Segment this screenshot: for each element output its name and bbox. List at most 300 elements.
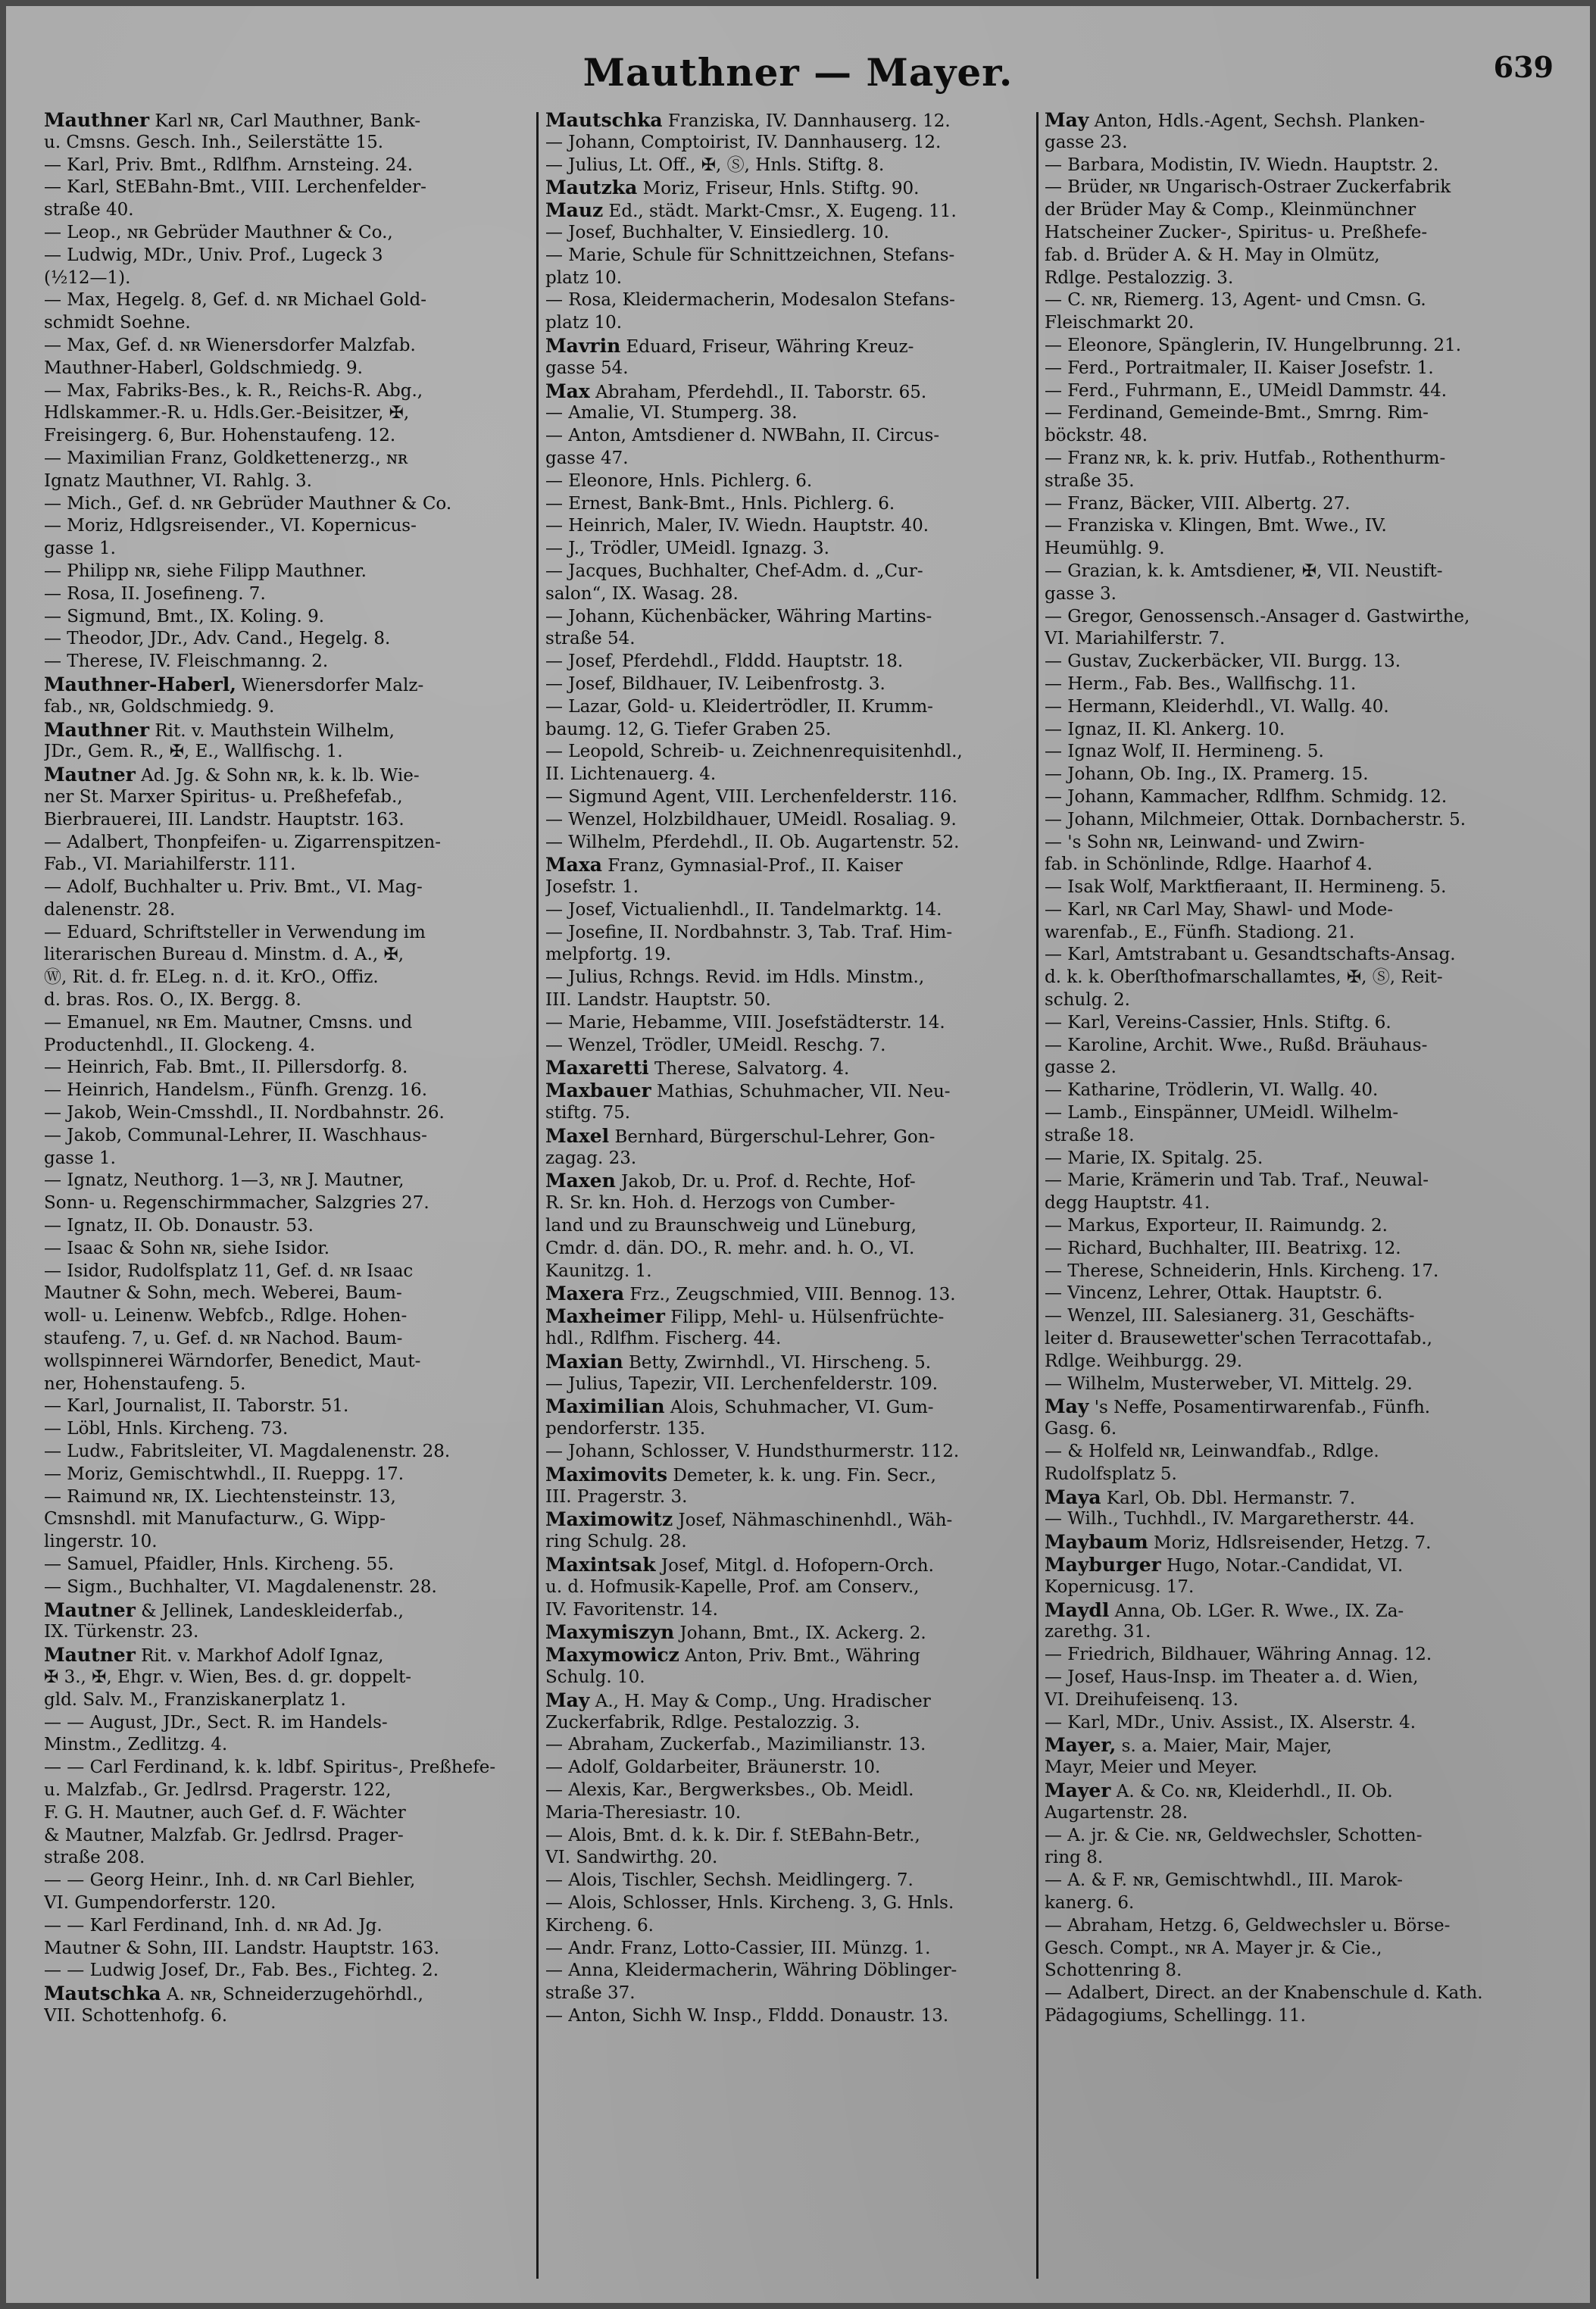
directory-entry-line bbox=[44, 628, 529, 651]
surname-heading: Mavrin bbox=[545, 334, 621, 357]
surname-heading: Mayburger bbox=[1045, 1554, 1161, 1576]
directory-entry-line bbox=[44, 1261, 529, 1283]
entry-text: ring 8. bbox=[1045, 1848, 1104, 1868]
directory-entry-line bbox=[1045, 538, 1567, 561]
directory-entry-line bbox=[44, 606, 529, 629]
directory-entry-line bbox=[545, 1915, 1029, 1938]
entry-text: Bernhard, Bürgerschul-Lehrer, Gon- bbox=[609, 1126, 935, 1147]
directory-entry-line bbox=[545, 1125, 1029, 1148]
directory-entry-line bbox=[44, 222, 529, 245]
directory-entry-line bbox=[545, 1982, 1029, 2005]
directory-entry-line bbox=[545, 561, 1029, 583]
directory-entry-line bbox=[44, 1667, 529, 1689]
directory-entry-line bbox=[1045, 989, 1567, 1012]
entry-text: — Ludwig, MDr., Univ. Prof., Lugeck 3 bbox=[44, 245, 383, 265]
directory-entry-line bbox=[545, 1261, 1029, 1283]
entry-text: zagag. 23. bbox=[545, 1148, 637, 1168]
entry-text: — Abraham, Zuckerfab., Mazimilianstr. 13. bbox=[545, 1735, 926, 1755]
entry-text: — Franz ɴʀ, k. k. priv. Hutfab., Rothenthurm- bbox=[1045, 448, 1446, 468]
directory-entry-line bbox=[1045, 1734, 1567, 1757]
entry-text: — Mich., Gef. d. ɴʀ Gebrüder Mauthner & Co. bbox=[44, 493, 452, 514]
directory-entry-line bbox=[44, 1847, 529, 1870]
entry-text: gld. Salv. M., Franziskanerplatz 1. bbox=[44, 1689, 346, 1710]
surname-heading: Maxymowicz bbox=[545, 1644, 679, 1667]
directory-entry-line bbox=[545, 1531, 1029, 1554]
entry-text: Mayr, Meier und Meyer. bbox=[1045, 1758, 1257, 1778]
directory-entry-line bbox=[44, 1982, 529, 2005]
entry-text: — — August, JDr., Sect. R. im Handels- bbox=[44, 1712, 388, 1733]
directory-entry-line bbox=[44, 696, 529, 719]
directory-entry-line bbox=[545, 402, 1029, 425]
surname-heading: Maximilian bbox=[545, 1395, 665, 1418]
entry-text: Karl ɴʀ, Carl Mauthner, Bank- bbox=[149, 111, 421, 131]
entry-text: — Julius, Rchngs. Revid. im Hdls. Minstm., bbox=[545, 967, 925, 988]
directory-entry-line bbox=[44, 425, 529, 448]
entry-text: — Ignatz, II. Ob. Donaustr. 53. bbox=[44, 1216, 314, 1236]
entry-text: — Alois, Tischler, Sechsh. Meidlingerg. 7. bbox=[545, 1870, 914, 1891]
directory-entry-line bbox=[545, 1305, 1029, 1328]
directory-entry-line bbox=[1045, 312, 1567, 335]
entry-text: — Karl, Vereins-Cassier, Hnls. Stiftg. 6. bbox=[1045, 1012, 1391, 1033]
directory-entry-line bbox=[44, 583, 529, 606]
entry-text: — Sigmund Agent, VIII. Lerchenfelderstr. 116. bbox=[545, 786, 957, 807]
directory-entry-line bbox=[545, 764, 1029, 786]
directory-entry-line bbox=[545, 1734, 1029, 1757]
entry-text: — Moriz, Hdlgsreisender., VI. Kopernicus- bbox=[44, 516, 417, 536]
directory-entry-line bbox=[44, 832, 529, 855]
directory-page bbox=[6, 6, 1590, 2303]
entry-text: — — Karl Ferdinand, Inh. d. ɴʀ Ad. Jg. bbox=[44, 1915, 383, 1936]
entry-text: Therese, Salvatorg. 4. bbox=[648, 1059, 850, 1080]
directory-entry-line bbox=[44, 561, 529, 583]
entry-text: Johann, Bmt., IX. Ackerg. 2. bbox=[674, 1623, 926, 1644]
directory-entry-line bbox=[1045, 222, 1567, 245]
directory-entry-line bbox=[44, 1328, 529, 1351]
directory-entry-line bbox=[1045, 673, 1567, 696]
entry-text: — Max, Gef. d. ɴʀ Wienersdorfer Malzfab. bbox=[44, 335, 416, 355]
entry-text: Ignatz Mauthner, VI. Rahlg. 3. bbox=[44, 470, 312, 491]
directory-entry-line bbox=[44, 358, 529, 380]
directory-entry-line bbox=[545, 1486, 1029, 1509]
directory-entry-line bbox=[1045, 1057, 1567, 1080]
entry-text: — Ludw., Fabritsleiter, VI. Magdalenenstr. 28. bbox=[44, 1442, 451, 1462]
entry-text: Bierbrauerei, III. Landstr. Hauptstr. 163. bbox=[44, 809, 404, 830]
entry-text: Rit. v. Mauthstein Wilhelm, bbox=[149, 720, 395, 741]
entry-text: — Ignaz Wolf, II. Hermineng. 5. bbox=[1045, 742, 1324, 762]
entry-text: — Andr. Franz, Lotto-Cassier, III. Münzg. 1. bbox=[545, 1938, 931, 1958]
entry-text: Abraham, Pferdehdl., II. Taborstr. 65. bbox=[589, 382, 927, 402]
entry-text: lingerstr. 10. bbox=[44, 1532, 158, 1552]
directory-entry-line bbox=[1045, 967, 1567, 989]
entry-text: — Eleonore, Hnls. Pichlerg. 6. bbox=[545, 470, 813, 491]
surname-heading: Maxintsak bbox=[545, 1554, 656, 1576]
directory-entry-line bbox=[545, 1418, 1029, 1441]
entry-text: A. ɴʀ, Schneiderzugehörhdl., bbox=[161, 1985, 423, 2005]
directory-entry-line bbox=[1045, 448, 1567, 470]
entry-text: — Karl, Priv. Bmt., Rdlfhm. Arnsteing. 24. bbox=[44, 155, 414, 175]
entry-text: — — Carl Ferdinand, k. k. ldbf. Spiritus-, Preßhefe- bbox=[44, 1758, 496, 1778]
directory-entry-line bbox=[44, 719, 529, 742]
directory-entry-line bbox=[545, 245, 1029, 267]
entry-text: u. Cmsns. Gesch. Inh., Seilerstätte 15. bbox=[44, 132, 384, 152]
entry-text: d. bras. Ros. O., IX. Bergg. 8. bbox=[44, 990, 301, 1011]
entry-text: — Alois, Schlosser, Hnls. Kircheng. 3, G. Hnls. bbox=[545, 1892, 954, 1913]
entry-text: — Gregor, Genossensch.-Ansager d. Gastwirthe, bbox=[1045, 606, 1470, 626]
directory-column-left bbox=[44, 109, 529, 2283]
directory-entry-line bbox=[1045, 177, 1567, 199]
entry-text: — Barbara, Modistin, IV. Wiedn. Hauptstr. 2. bbox=[1045, 155, 1439, 175]
directory-entry-line bbox=[44, 177, 529, 199]
entry-text: — Gustav, Zuckerbäcker, VII. Burgg. 13. bbox=[1045, 651, 1401, 672]
directory-entry-line bbox=[545, 1802, 1029, 1825]
entry-text: A., H. May & Comp., Ung. Hradischer bbox=[589, 1691, 931, 1711]
entry-text: der Brüder May & Comp., Kleinmünchner bbox=[1045, 200, 1416, 220]
directory-entry-line bbox=[545, 289, 1029, 312]
entry-text: — & Holfeld ɴʀ, Leinwandfab., Rdlge. bbox=[1045, 1442, 1379, 1462]
directory-entry-line bbox=[44, 132, 529, 155]
entry-text: — Moriz, Gemischtwhdl., II. Rueppg. 17. bbox=[44, 1464, 404, 1484]
directory-entry-line bbox=[44, 199, 529, 222]
directory-entry-line bbox=[1045, 335, 1567, 358]
entry-text: — 's Sohn ɴʀ, Leinwand- und Zwirn- bbox=[1045, 832, 1365, 852]
entry-text: — Adalbert, Direct. an der Knabenschule d. Kath. bbox=[1045, 1983, 1483, 2004]
entry-text: gasse 47. bbox=[545, 448, 629, 468]
directory-entry-line bbox=[44, 1373, 529, 1396]
surname-heading: Mauz bbox=[545, 199, 604, 222]
entry-text: VII. Schottenhofg. 6. bbox=[44, 2005, 228, 2026]
directory-entry-line bbox=[44, 1960, 529, 1982]
directory-entry-line bbox=[44, 1621, 529, 1644]
entry-text: Freisingerg. 6, Bur. Hohenstaufeng. 12. bbox=[44, 426, 396, 446]
entry-text: dalenenstr. 28. bbox=[44, 899, 176, 920]
directory-entry-line bbox=[1045, 832, 1567, 855]
entry-text: Hdlskammer.-R. u. Hdls.Ger.-Beisitzer, ✠, bbox=[44, 403, 410, 423]
page-number: 639 bbox=[1493, 50, 1554, 84]
directory-entry-line bbox=[44, 109, 529, 132]
entry-text: — A. jr. & Cie. ɴʀ, Geldwechsler, Schotten- bbox=[1045, 1825, 1423, 1845]
entry-text: u. d. Hofmusik-Kapelle, Prof. am Conserv., bbox=[545, 1576, 920, 1597]
directory-entry-line bbox=[545, 1757, 1029, 1779]
directory-entry-line bbox=[44, 1395, 529, 1418]
entry-text: Ed., städt. Markt-Cmsr., X. Eugeng. 11. bbox=[603, 202, 957, 222]
directory-entry-line bbox=[44, 1238, 529, 1261]
directory-entry-line bbox=[1045, 1982, 1567, 2005]
entry-text: — Karl, MDr., Univ. Assist., IX. Alserstr. 4. bbox=[1045, 1712, 1416, 1733]
directory-entry-line bbox=[545, 1057, 1029, 1080]
directory-entry-line bbox=[1045, 1080, 1567, 1102]
entry-text: — Franziska v. Klingen, Bmt. Wwe., IV. bbox=[1045, 516, 1387, 536]
directory-entry-line bbox=[545, 944, 1029, 967]
directory-entry-line bbox=[1045, 1102, 1567, 1125]
entry-text: JDr., Gem. R., ✠, E., Wallfischg. 1. bbox=[44, 742, 343, 762]
directory-entry-line bbox=[545, 832, 1029, 855]
entry-text: ✠ 3., ✠, Ehgr. v. Wien, Bes. d. gr. doppelt- bbox=[44, 1667, 412, 1687]
directory-entry-line bbox=[44, 1689, 529, 1712]
directory-entry-line bbox=[44, 1012, 529, 1035]
entry-text: straße 18. bbox=[1045, 1125, 1135, 1145]
directory-entry-line bbox=[44, 312, 529, 335]
directory-entry-line bbox=[545, 719, 1029, 742]
directory-entry-line bbox=[44, 1915, 529, 1938]
entry-text: Josefstr. 1. bbox=[545, 877, 639, 898]
directory-entry-line bbox=[44, 989, 529, 1012]
directory-entry-line bbox=[1045, 1802, 1567, 1825]
directory-entry-line bbox=[44, 402, 529, 425]
entry-text: d. k. k. Oberſthofmarschallamtes, ✠, Ⓢ, Reit- bbox=[1045, 967, 1443, 988]
entry-text: Augartenstr. 28. bbox=[1045, 1802, 1188, 1823]
entry-text: degg Hauptstr. 41. bbox=[1045, 1193, 1210, 1214]
directory-entry-line bbox=[1045, 155, 1567, 177]
directory-entry-line bbox=[44, 1554, 529, 1576]
directory-entry-line bbox=[545, 1576, 1029, 1599]
entry-text: gasse 1. bbox=[44, 539, 116, 559]
entry-text: — Wilhelm, Pferdehdl., II. Ob. Augartenstr. 52. bbox=[545, 832, 960, 852]
directory-entry-line bbox=[44, 448, 529, 470]
directory-entry-line bbox=[44, 1125, 529, 1148]
directory-entry-line bbox=[44, 1734, 529, 1757]
directory-entry-line bbox=[545, 1508, 1029, 1531]
entry-text: — Samuel, Pfaidler, Hnls. Kircheng. 55. bbox=[44, 1554, 395, 1574]
directory-entry-line bbox=[44, 1599, 529, 1622]
directory-entry-line bbox=[545, 2005, 1029, 2028]
directory-entry-line bbox=[44, 1779, 529, 1802]
entry-text: — Max, Fabriks-Bes., k. R., Reichs-R. Abg., bbox=[44, 380, 423, 401]
entry-text: land und zu Braunschweig und Lüneburg, bbox=[545, 1216, 917, 1236]
directory-entry-line bbox=[44, 1464, 529, 1486]
entry-text: — Johann, Ob. Ing., IX. Pramerg. 15. bbox=[1045, 764, 1369, 785]
entry-text: leiter d. Brausewetter'schen Terracottafab., bbox=[1045, 1329, 1432, 1349]
entry-text: — Josef, Pferdehdl., Flddd. Hauptstr. 18. bbox=[545, 651, 904, 672]
directory-entry-line bbox=[44, 1508, 529, 1531]
directory-entry-line bbox=[545, 358, 1029, 380]
entry-text: — Therese, IV. Fleischmanng. 2. bbox=[44, 651, 329, 672]
entry-text: — Herm., Fab. Bes., Wallfischg. 11. bbox=[1045, 673, 1357, 694]
directory-entry-line bbox=[1045, 719, 1567, 742]
entry-text: R. Sr. kn. Hoh. d. Herzogs von Cumber- bbox=[545, 1193, 895, 1214]
entry-text: Josef, Mitgl. d. Hofopern-Orch. bbox=[655, 1556, 934, 1576]
entry-text: — Rosa, Kleidermacherin, Modesalon Stefans- bbox=[545, 290, 955, 311]
directory-entry-line bbox=[44, 809, 529, 832]
entry-text: Zuckerfabrik, Rdlge. Pestalozzig. 3. bbox=[545, 1712, 860, 1733]
directory-entry-line bbox=[545, 651, 1029, 673]
directory-entry-line bbox=[1045, 1712, 1567, 1735]
entry-text: — Sigm., Buchhalter, VI. Magdalenenstr. 28. bbox=[44, 1576, 437, 1597]
entry-text: pendorferstr. 135. bbox=[545, 1419, 706, 1439]
directory-entry-line bbox=[1045, 1261, 1567, 1283]
entry-text: woll- u. Leinenw. Webfcb., Rdlge. Hohen- bbox=[44, 1306, 408, 1326]
surname-heading: Max bbox=[545, 380, 590, 402]
entry-text: — Johann, Schlosser, V. Hundsthurmerstr. 112. bbox=[545, 1442, 960, 1462]
entry-text: Ad. Jg. & Sohn ɴʀ, k. k. lb. Wie- bbox=[135, 766, 420, 786]
directory-entry-line bbox=[44, 1938, 529, 1961]
directory-entry-line bbox=[1045, 1915, 1567, 1938]
entry-text: — Löbl, Hnls. Kircheng. 73. bbox=[44, 1419, 289, 1439]
directory-entry-line bbox=[1045, 402, 1567, 425]
surname-heading: Maximovits bbox=[545, 1463, 668, 1486]
directory-entry-line bbox=[44, 1351, 529, 1373]
entry-text: — Philipp ɴʀ, siehe Filipp Mauthner. bbox=[44, 561, 367, 581]
directory-entry-line bbox=[1045, 1870, 1567, 1892]
entry-text: Eduard, Friseur, Währing Kreuz- bbox=[620, 336, 914, 357]
entry-text: — Marie, IX. Spitalg. 25. bbox=[1045, 1148, 1263, 1168]
entry-text: — Friedrich, Bildhauer, Währing Annag. 12. bbox=[1045, 1645, 1432, 1665]
entry-text: straße 35. bbox=[1045, 470, 1135, 491]
entry-text: straße 40. bbox=[44, 200, 134, 220]
entry-text: — Marie, Schule für Schnittzeichnen, Stefans- bbox=[545, 245, 955, 265]
entry-text: — Johann, Milchmeier, Ottak. Dornbacherstr. 5. bbox=[1045, 809, 1466, 830]
directory-entry-line bbox=[1045, 854, 1567, 876]
entry-text: — Grazian, k. k. Amtsdiener, ✠, VII. Neustift- bbox=[1045, 561, 1443, 581]
entry-text: Wienersdorfer Malz- bbox=[236, 675, 424, 695]
directory-entry-line bbox=[44, 1531, 529, 1554]
entry-text: — Julius, Lt. Off., ✠, Ⓢ, Hnls. Stiftg. 8. bbox=[545, 155, 885, 175]
entry-text: — Eduard, Schriftsteller in Verwendung im bbox=[44, 922, 426, 942]
entry-text: — Ignatz, Neuthorg. 1—3, ɴʀ J. Mautner, bbox=[44, 1170, 404, 1191]
entry-text: — Abraham, Hetzg. 6, Geldwechsler u. Börse- bbox=[1045, 1915, 1451, 1936]
directory-entry-line bbox=[545, 1960, 1029, 1982]
entry-text: fab., ɴʀ, Goldschmiedg. 9. bbox=[44, 696, 275, 717]
directory-entry-line bbox=[44, 741, 529, 764]
directory-entry-line bbox=[1045, 561, 1567, 583]
page-title: Mauthner — Mayer. bbox=[582, 50, 1014, 95]
directory-entry-line bbox=[545, 109, 1029, 132]
directory-entry-line bbox=[1045, 289, 1567, 312]
entry-text: — Karl, StEBahn-Bmt., VIII. Lerchenfelder- bbox=[44, 177, 426, 198]
entry-text: Mautner & Sohn, mech. Weberei, Baum- bbox=[44, 1283, 402, 1304]
surname-heading: Maya bbox=[1045, 1486, 1101, 1508]
directory-entry-line bbox=[1045, 1486, 1567, 1509]
directory-entry-line bbox=[1045, 1847, 1567, 1870]
directory-entry-line bbox=[1045, 1599, 1567, 1622]
directory-entry-line bbox=[1045, 1170, 1567, 1192]
entry-text: — Josefine, II. Nordbahnstr. 3, Tab. Traf. Him- bbox=[545, 922, 953, 942]
directory-entry-line bbox=[44, 764, 529, 786]
entry-text: — Johann, Comptoirist, IV. Dannhauserg. 12. bbox=[545, 132, 942, 152]
entry-text: — Leop., ɴʀ Gebrüder Mauthner & Co., bbox=[44, 222, 393, 242]
entry-text: Filipp, Mehl- u. Hülsenfrüchte- bbox=[664, 1308, 945, 1328]
directory-entry-line bbox=[1045, 1035, 1567, 1058]
surname-heading: Mauthner bbox=[44, 109, 150, 131]
entry-text: — A. & F. ɴʀ, Gemischtwhdl., III. Marok- bbox=[1045, 1870, 1403, 1891]
entry-text: kanerg. 6. bbox=[1045, 1892, 1135, 1913]
entry-text: — Karl, Journalist, II. Taborstr. 51. bbox=[44, 1396, 349, 1417]
entry-text: — Emanuel, ɴʀ Em. Mautner, Cmsns. und bbox=[44, 1012, 413, 1033]
entry-text: — C. ɴʀ, Riemerg. 13, Agent- und Cmsn. G. bbox=[1045, 290, 1426, 311]
entry-text: — Wenzel, Holzbildhauer, UMeidl. Rosaliag. 9. bbox=[545, 809, 957, 830]
entry-text: Schulg. 10. bbox=[545, 1667, 645, 1687]
entry-text: Franz, Gymnasial-Prof., II. Kaiser bbox=[601, 856, 903, 876]
directory-entry-line bbox=[44, 538, 529, 561]
entry-text: fab. d. Brüder A. & H. May in Olmütz, bbox=[1045, 245, 1380, 265]
entry-text: hdl., Rdlfhm. Fischerg. 44. bbox=[545, 1329, 782, 1349]
directory-entry-line bbox=[545, 1870, 1029, 1892]
directory-entry-line bbox=[1045, 1395, 1567, 1418]
entry-text: Hatscheiner Zucker-, Spiritus- u. Preßhefe- bbox=[1045, 222, 1428, 242]
surname-heading: Mauthner bbox=[44, 718, 150, 741]
directory-entry-line bbox=[545, 922, 1029, 945]
surname-heading: Maxheimer bbox=[545, 1305, 665, 1328]
surname-heading: Maxa bbox=[545, 854, 602, 876]
directory-entry-line bbox=[1045, 1283, 1567, 1305]
entry-text: Gesch. Compt., ɴʀ A. Mayer jr. & Cie., bbox=[1045, 1938, 1382, 1958]
directory-entry-line bbox=[545, 1464, 1029, 1486]
directory-entry-line bbox=[545, 177, 1029, 199]
entry-text: Fab., VI. Mariahilferstr. 111. bbox=[44, 855, 296, 875]
directory-entry-line bbox=[44, 651, 529, 673]
entry-text: — Rosa, II. Josefineng. 7. bbox=[44, 583, 266, 604]
directory-entry-line bbox=[545, 1102, 1029, 1125]
entry-text: Moriz, Friseur, Hnls. Stiftg. 90. bbox=[637, 179, 920, 199]
entry-text: Schottenring 8. bbox=[1045, 1961, 1182, 1981]
directory-entry-line bbox=[44, 876, 529, 899]
directory-entry-line bbox=[44, 899, 529, 922]
surname-heading: May bbox=[545, 1689, 590, 1711]
entry-text: & Mautner, Malzfab. Gr. Jedlrsd. Prager- bbox=[44, 1825, 404, 1845]
directory-entry-line bbox=[545, 222, 1029, 245]
entry-text: — Karoline, Archit. Wwe., Rußd. Bräuhaus- bbox=[1045, 1035, 1428, 1055]
directory-entry-line bbox=[545, 1373, 1029, 1396]
directory-entry-line bbox=[545, 606, 1029, 629]
directory-entry-line bbox=[44, 1418, 529, 1441]
directory-entry-line bbox=[545, 967, 1029, 989]
entry-text: Ⓦ, Rit. d. fr. ELeg. n. d. it. KrO., Offiz. bbox=[44, 967, 379, 988]
surname-heading: Maxen bbox=[545, 1170, 616, 1192]
directory-entry-line bbox=[44, 380, 529, 403]
directory-entry-line bbox=[44, 967, 529, 989]
entry-text: — Ignaz, II. Kl. Ankerg. 10. bbox=[1045, 719, 1285, 739]
entry-text: — Brüder, ɴʀ Ungarisch-Ostraer Zuckerfabrik bbox=[1045, 177, 1451, 198]
directory-entry-line bbox=[1045, 1215, 1567, 1238]
entry-text: — Julius, Tapezir, VII. Lerchenfelderstr. 109. bbox=[545, 1373, 939, 1394]
directory-entry-line bbox=[545, 1621, 1029, 1644]
directory-entry-line bbox=[545, 1847, 1029, 1870]
directory-entry-line bbox=[1045, 493, 1567, 516]
entry-text: fab. in Schönlinde, Rdlge. Haarhof 4. bbox=[1045, 855, 1373, 875]
entry-text: — Ferd., Fuhrmann, E., UMeidl Dammstr. 44. bbox=[1045, 380, 1448, 401]
entry-text: — Karl, Amtstrabant u. Gesandtschafts-Ansag. bbox=[1045, 945, 1456, 965]
directory-entry-line bbox=[44, 1757, 529, 1779]
entry-text: — Heinrich, Fab. Bmt., II. Pillersdorfg. 8. bbox=[44, 1058, 408, 1078]
entry-text: Kopernicusg. 17. bbox=[1045, 1576, 1195, 1597]
entry-text: Kaunitzg. 1. bbox=[545, 1261, 652, 1281]
entry-text: — — Ludwig Josef, Dr., Fab. Bes., Fichteg. 2. bbox=[44, 1961, 439, 1981]
entry-text: Frz., Zeugschmied, VIII. Bennog. 13. bbox=[624, 1285, 956, 1305]
directory-entry-line bbox=[44, 155, 529, 177]
entry-text: Rdlge. Weihburgg. 29. bbox=[1045, 1351, 1243, 1371]
directory-entry-line bbox=[44, 289, 529, 312]
entry-text: gasse 2. bbox=[1045, 1058, 1117, 1078]
directory-entry-line bbox=[1045, 515, 1567, 538]
directory-entry-line bbox=[545, 786, 1029, 809]
entry-text: & Jellinek, Landeskleiderfab., bbox=[135, 1601, 404, 1621]
entry-text: gasse 1. bbox=[44, 1148, 116, 1168]
directory-entry-line bbox=[1045, 1305, 1567, 1328]
directory-entry-line bbox=[44, 335, 529, 358]
entry-text: Anton, Hdls.-Agent, Sechsh. Planken- bbox=[1088, 111, 1426, 131]
directory-entry-line bbox=[545, 1328, 1029, 1351]
entry-text: literarischen Bureau d. Minstm. d. A., ✠, bbox=[44, 945, 404, 965]
entry-text: — Jakob, Wein-Cmsshdl., II. Nordbahnstr. 26. bbox=[44, 1103, 445, 1123]
directory-entry-line bbox=[545, 1170, 1029, 1192]
entry-text: Mautner & Sohn, III. Landstr. Hauptstr. 163. bbox=[44, 1938, 440, 1958]
entry-text: Minstm., Zedlitzg. 4. bbox=[44, 1735, 228, 1755]
entry-text: — Lamb., Einspänner, UMeidl. Wilhelm- bbox=[1045, 1103, 1399, 1123]
entry-text: Hugo, Notar.-Candidat, VI. bbox=[1160, 1556, 1404, 1576]
directory-entry-line bbox=[1045, 876, 1567, 899]
entry-text: — Anton, Amtsdiener d. NWBahn, II. Circus- bbox=[545, 426, 940, 446]
directory-entry-line bbox=[1045, 1418, 1567, 1441]
entry-text: II. Lichtenauerg. 4. bbox=[545, 764, 717, 785]
